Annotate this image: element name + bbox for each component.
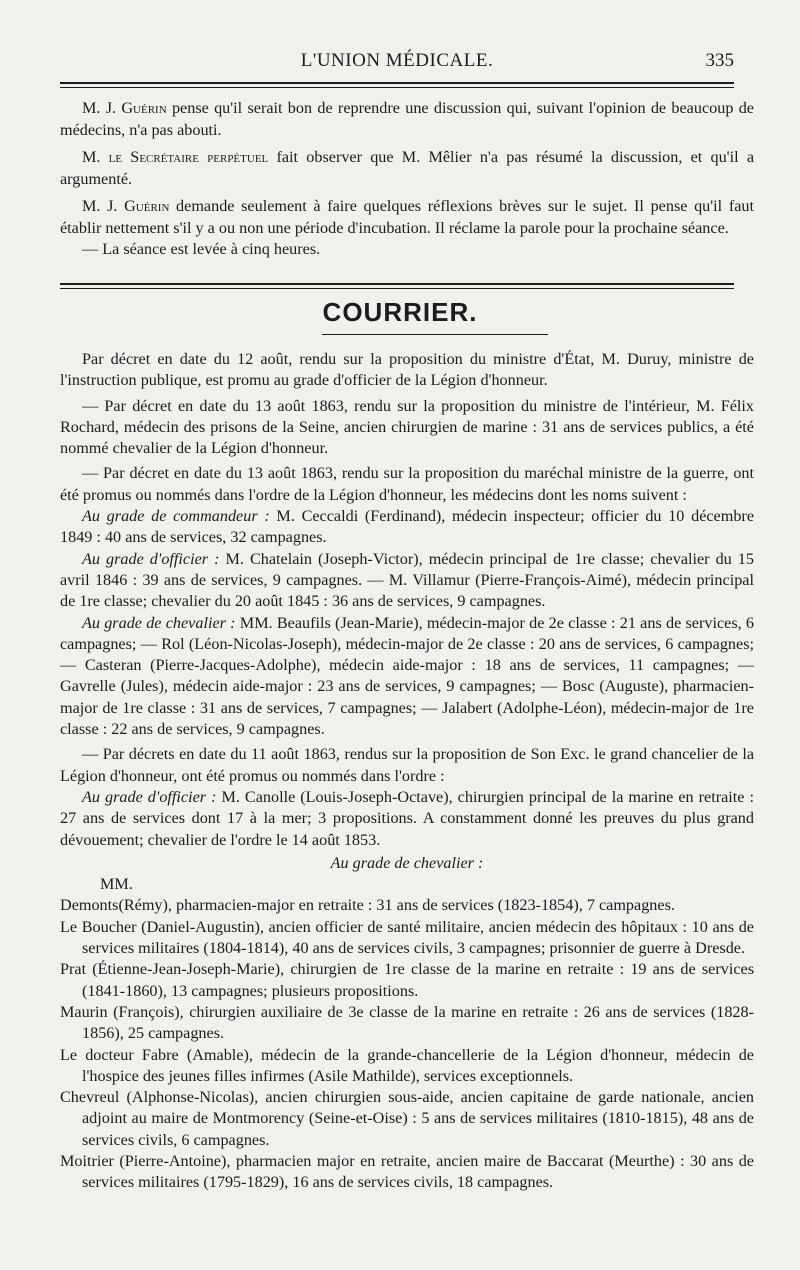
list-item: Demonts(Rémy), pharmacien-major en retraite : 31 ans de services (1823-1854), 7 campagnes.	[60, 896, 675, 915]
paragraph-text: fait observer que M. Mêlier n'a pas résumé la discussion, et qu'il a argumenté.	[60, 148, 754, 188]
page-number: 335	[705, 50, 734, 71]
list-item: Prat (Étienne-Jean-Joseph-Marie), chirurgien de 1re classe de la marine en retraite : 19 ans de services (1841-1860), 13 campagnes; plusieurs propositions.	[60, 960, 754, 1000]
journal-title: L'UNION MÉDICALE.	[300, 50, 494, 71]
paragraph-text: M. Canolle (Louis-Joseph-Octave), chirurgien principal de la marine en retraite : 27 ans de services dont 17 à la mer; 3 propositions. A constamment donné les preuves du plus grand dévouement; chevalier de l'ordre le 14 août 1853.	[60, 787, 754, 849]
speaker-name: M. le Secrétaire perpétuel	[82, 148, 269, 166]
running-header	[60, 48, 734, 76]
mm-label: MM.	[100, 875, 133, 894]
list-item: Moitrier (Pierre-Antoine), pharmacien major en retraite, ancien maire de Baccarat (Meurthe) : 30 ans de services militaires (1795-1829), 16 ans de services civils, 18 campagnes.	[60, 1151, 754, 1192]
list-item: Le docteur Fabre (Amable), médecin de la grande-chancellerie de la Légion d'honneur, médecin de l'hospice des jeunes filles infirmes (Asile Mathilde), services exceptionnels.	[60, 1045, 754, 1085]
grade-label: Au grade d'officier :	[82, 549, 220, 568]
paragraph	[60, 147, 754, 190]
paragraph	[60, 506, 754, 549]
section-title: COURRIER.	[322, 297, 478, 327]
list-item: Maurin (François), chirurgien auxiliaire de 3e classe de la marine en retraite : 26 ans de services (1828-1856), 25 campagnes.	[60, 1002, 754, 1043]
paragraph: — Par décret en date du 13 août 1863, rendu sur la proposition du ministre de l'intérieur, M. Félix Rochard, médecin des prisons de la Seine, ancien chirurgien de marine : 31 ans de services publics, a été nommé chevalier de la Légion d'honneur.	[60, 396, 754, 458]
paragraph	[60, 549, 754, 613]
grade-label: Au grade de commandeur :	[82, 507, 270, 526]
closing-line: — La séance est levée à cinq heures.	[82, 240, 321, 258]
paragraph	[60, 613, 754, 741]
speaker-name: M. J. Guérin	[82, 197, 170, 215]
title-underline	[322, 334, 548, 335]
grade-label: Au grade de chevalier :	[82, 613, 236, 632]
paragraph	[60, 787, 754, 851]
grade-label: Au grade d'officier :	[82, 787, 217, 806]
paragraph-text: demande seulement à faire quelques réflexions brèves sur le sujet. Il pense qu'il faut établir nettement s'il y a ou non une période d'incubation. Il réclame la parole pour la prochaine séance.	[60, 197, 754, 237]
speaker-name: M. J. Guérin	[82, 99, 167, 117]
courrier-section	[60, 349, 754, 1194]
paragraph-text: pense qu'il serait bon de reprendre une discussion qui, suivant l'opinion de beaucoup de médecins, n'a pas abouti.	[60, 99, 754, 139]
list-item: Le Boucher (Daniel-Augustin), ancien officier de santé militaire, ancien médecin des hôpitaux : 10 ans de services militaires (1804-1814), 40 ans de services civils, 3 campagnes; prisonnier de guerre à Dresde.	[60, 917, 754, 958]
honoree-list	[60, 895, 754, 1193]
list-item: Chevreul (Alphonse-Nicolas), ancien chirurgien sous-aide, ancien capitaine de garde nationale, ancien adjoint au maire de Montmorency (Seine-et-Oise) : 5 ans de services militaires (1810-1815), 48 ans de services civils, 6 campagnes.	[60, 1088, 754, 1149]
paragraph	[60, 98, 754, 141]
section-divider	[60, 283, 734, 289]
paragraph: Par décret en date du 12 août, rendu sur la proposition du ministre d'État, M. Duruy, ministre de l'instruction publique, est promu au grade d'officier de la Légion d'honneur.	[60, 350, 754, 390]
paragraph-text: M. Ceccaldi (Ferdinand), médecin inspecteur; officier du 10 décembre 1849 : 40 ans de services, 32 campagnes.	[60, 507, 755, 547]
session-minutes	[60, 98, 754, 261]
subheading: Au grade de chevalier :	[330, 853, 484, 872]
paragraph: — Par décret en date du 13 août 1863, rendu sur la proposition du maréchal ministre de la guerre, ont été promus ou nommés dans l'ordre de la Légion d'honneur, les médecins dont les noms suivent :	[60, 464, 754, 504]
paragraph-text: M. Chatelain (Joseph-Victor), médecin principal de 1re classe; chevalier du 15 avril 1846 : 39 ans de services, 9 campagnes. — M. Villamur (Pierre-François-Aimé), médecin principal de 1re classe; chevalier du 20 août 1845 : 36 ans de services, 9 campagnes.	[60, 549, 754, 611]
paragraph	[60, 196, 754, 239]
paragraph: — Par décrets en date du 11 août 1863, rendus sur la proposition de Son Exc. le grand chancelier de la Légion d'honneur, ont été promus ou nommés dans l'ordre :	[60, 745, 754, 785]
header-rule	[60, 82, 734, 84]
header-rule-thin	[60, 87, 734, 88]
paragraph-text: MM. Beaufils (Jean-Marie), médecin-major de 2e classe : 21 ans de services, 6 campagnes; — Rol (Léon-Nicolas-Joseph), médecin-major de 2e classe : 20 ans de services, 6 campagnes; — Casteran (Pierre-Jacques-Adolphe), médecin aide-major : 18 ans de services, 11 campagnes; — Gavrelle (Jules), médecin aide-major : 23 ans de services, 9 campagnes; — Bosc (Auguste), pharmacien-major de 1re classe : 31 ans de services, 7 campagnes; — Jalabert (Adolphe-Léon), médecin-major de 1re classe : 22 ans de services, 9 campagnes.	[60, 613, 755, 739]
